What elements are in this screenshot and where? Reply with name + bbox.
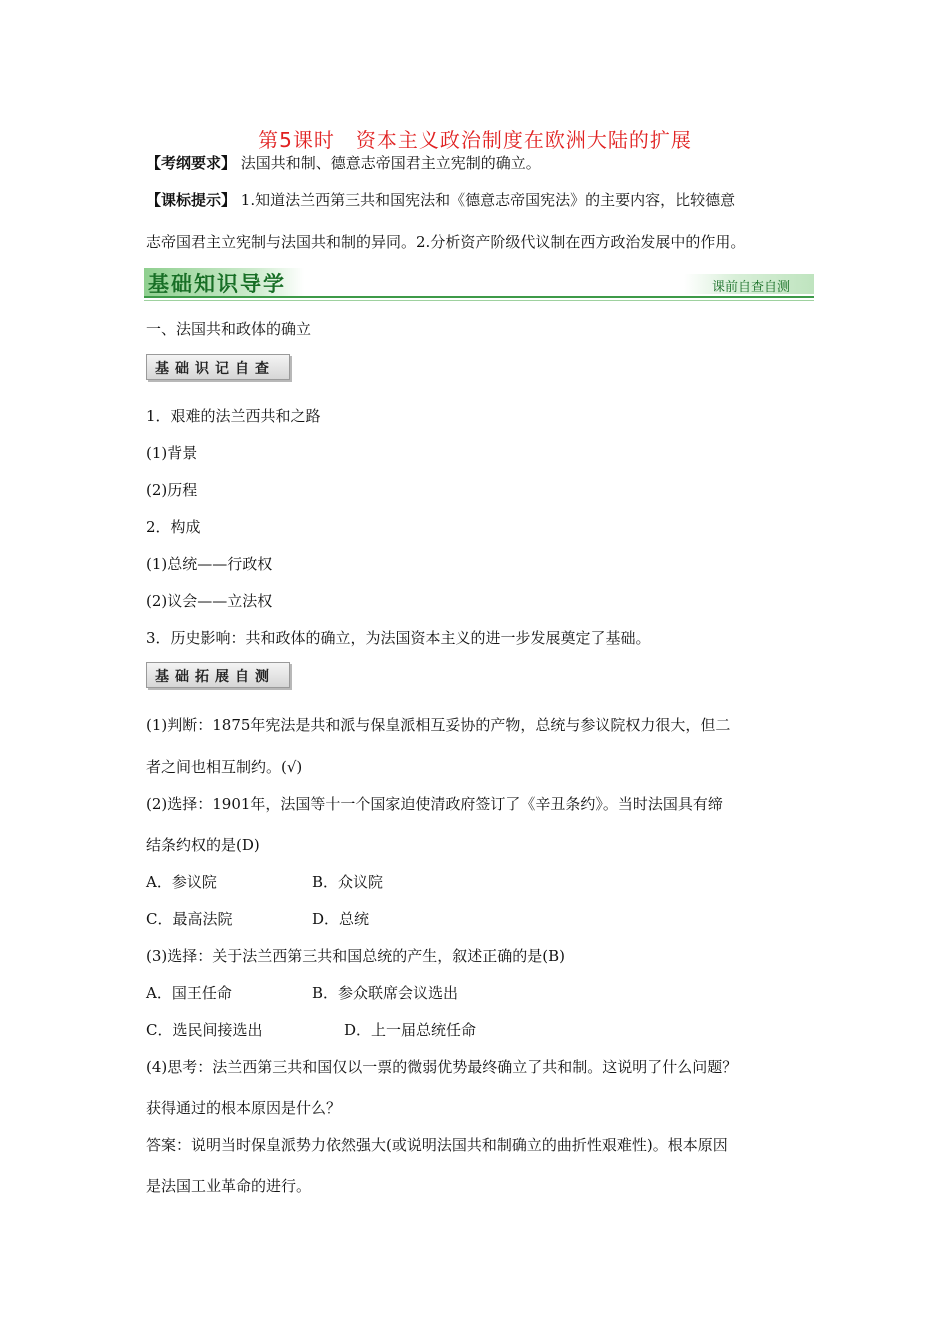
question-4-line1: (4)思考：法兰西第三共和国仅以一票的微弱优势最终确立了共和制。这说明了什么问题？	[146, 1058, 738, 1076]
banner-title: 基础知识导学	[148, 272, 286, 296]
course-hint-label: 【课标提示】	[146, 191, 237, 209]
question-3-option-b: B．参众联席会议选出	[312, 984, 459, 1002]
list-item: (1)总统——行政权	[146, 555, 273, 573]
banner-divider-thin	[144, 300, 814, 301]
question-3-line1: (3)选择：关于法兰西第三共和国总统的产生，叙述正确的是(B)	[146, 947, 565, 965]
question-1-line2: 者之间也相互制约。(√)	[146, 758, 303, 776]
section-banner	[144, 268, 814, 302]
list-item: (2)议会——立法权	[146, 592, 273, 610]
exam-requirement	[146, 152, 541, 173]
section-heading: 一、法国共和政体的确立	[146, 320, 312, 338]
course-hint-line1	[146, 189, 735, 210]
list-item: 1．艰难的法兰西共和之路	[146, 407, 321, 425]
answer-line2: 是法国工业革命的进行。	[146, 1177, 312, 1195]
question-1-line1: (1)判断：1875年宪法是共和派与保皇派相互妥协的产物，总统与参议院权力很大，但二	[146, 716, 731, 734]
page-title: 第5课时 资本主义政治制度在欧洲大陆的扩展	[258, 128, 692, 152]
exam-requirement-label: 【考纲要求】	[146, 154, 237, 172]
question-2-option-d: D．总统	[312, 910, 370, 928]
course-hint-text: 1.知道法兰西第三共和国宪法和《德意志帝国宪法》的主要内容，比较德意	[240, 191, 736, 209]
question-2-line2: 结条约权的是(D)	[146, 836, 260, 854]
exam-requirement-text: 法国共和制、德意志帝国君主立宪制的确立。	[240, 154, 541, 172]
question-3-option-a: A．国王任命	[146, 984, 232, 1002]
question-3-option-c: C．选民间接选出	[146, 1021, 263, 1039]
banner-divider	[144, 296, 814, 298]
list-item: (2)历程	[146, 481, 198, 499]
question-2-option-b: B．众议院	[312, 873, 384, 891]
tag-basic-recall-label: 基础识记自查	[155, 361, 275, 377]
answer-line1: 答案：说明当时保皇派势力依然强大(或说明法国共和制确立的曲折性艰难性)。根本原因	[146, 1136, 728, 1154]
question-2-option-a: A．参议院	[146, 873, 217, 891]
tag-basic-test-label: 基础拓展自测	[155, 669, 275, 685]
question-3-option-d: D．上一届总统任命	[344, 1021, 477, 1039]
question-2-option-c: C．最高法院	[146, 910, 233, 928]
course-hint-line2: 志帝国君主立宪制与法国共和制的异同。2.分析资产阶级代议制在西方政治发展中的作用。	[146, 233, 746, 251]
question-2-line1: (2)选择：1901年，法国等十一个国家迫使清政府签订了《辛丑条约》。当时法国具有缔	[146, 795, 723, 813]
list-item: (1)背景	[146, 444, 198, 462]
tag-basic-recall	[146, 354, 290, 380]
list-item: 2．构成	[146, 518, 201, 536]
banner-subtitle: 课前自查自测	[711, 280, 790, 295]
list-item: 3．历史影响：共和政体的确立，为法国资本主义的进一步发展奠定了基础。	[146, 629, 651, 647]
question-4-line2: 获得通过的根本原因是什么？	[146, 1099, 342, 1117]
tag-basic-test	[146, 662, 290, 688]
